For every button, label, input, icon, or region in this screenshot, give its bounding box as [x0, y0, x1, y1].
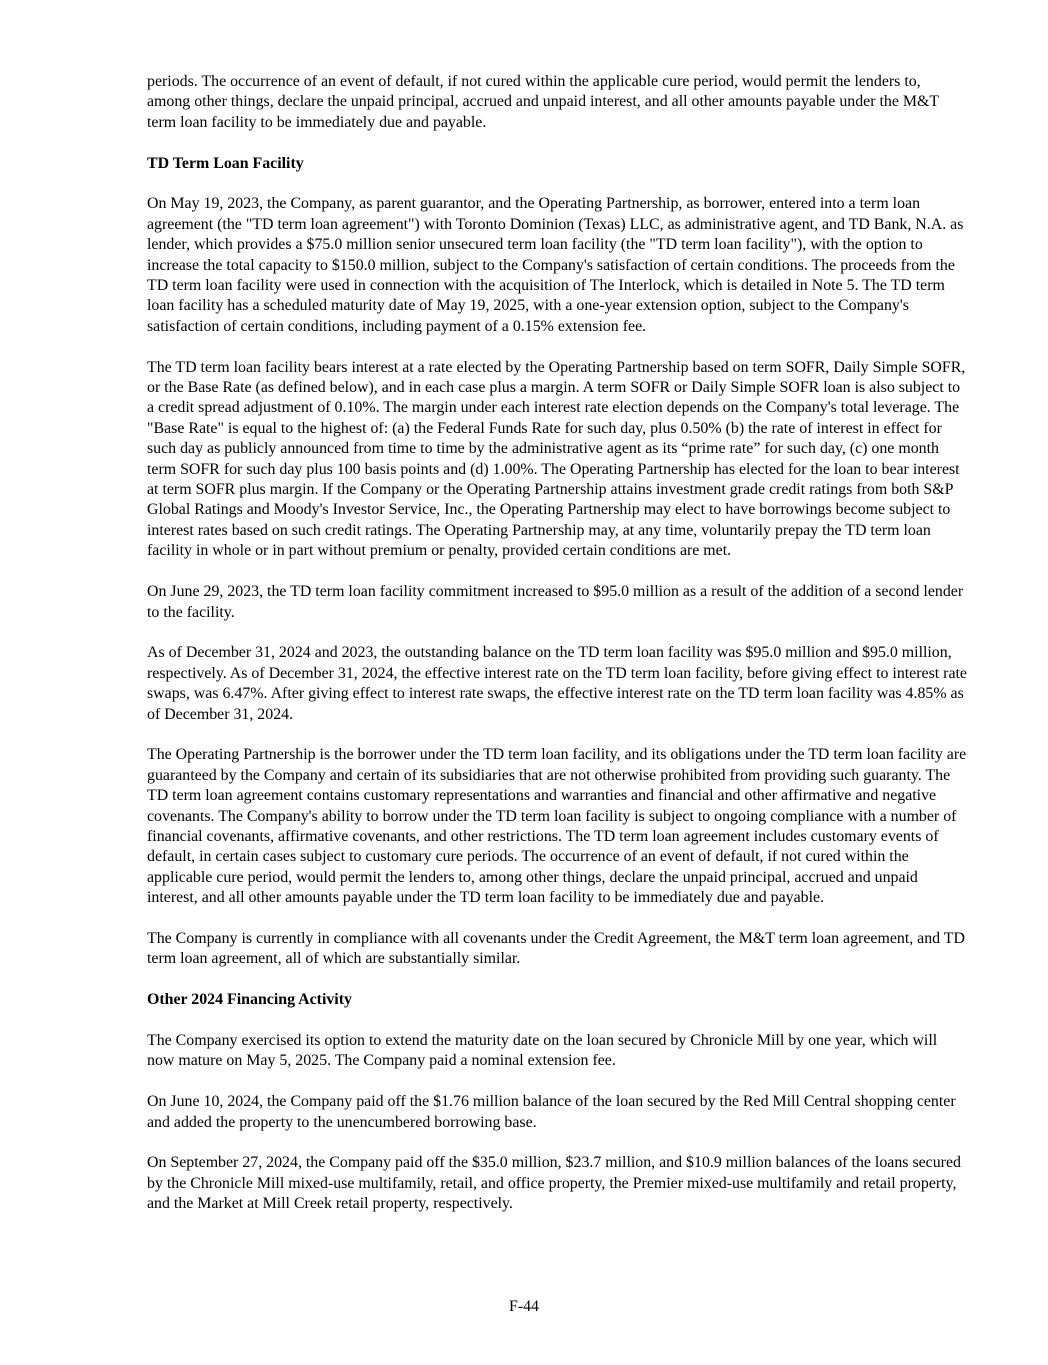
paragraph-td-interest: The TD term loan facility bears interest at a rate elected by the Operating Partnership based on term SOFR, Daily Simple SOFR, or the Base Rate (as defined below), and in each case plus a margin. A term SOFR or Daily Simple SOFR loan is also subject to a credit spread adjustment of 0.10%. The margin under each interest rate election depends on the Company's total leverage. The "Base Rate" is equal to the highest of: (a) the Federal Funds Rate for such day, plus 0.50% (b) the rate of interest in effect for such day as publicly announced from time to time by the administrative agent as its “prime rate” for such day, (c) one month term SOFR for such day plus 100 basis points and (d) 1.00%. The Operating Partnership has elected for the loan to bear interest at term SOFR plus margin. If the Company or the Operating Partnership attains investment grade credit ratings from both S&P Global Ratings and Moody's Investor Service, Inc., the Operating Partnership may elect to have borrowings become subject to interest rates based on such credit ratings. The Operating Partnership may, at any time, voluntarily prepay the TD term loan facility in whole or in part without premium or penalty, provided certain conditions are met. — [147, 358, 966, 560]
paragraph-red-mill-payoff: On June 10, 2024, the Company paid off the $1.76 million balance of the loan secured by the Red Mill Central shopping center and added the property to the unencumbered borrowing base. — [147, 1093, 956, 1131]
paragraph-chronicle-mill-extension: The Company exercised its option to extend the maturity date on the loan secured by Chronicle Mill by one year, which will now mature on May 5, 2025. The Company paid a nominal extension fee. — [147, 1031, 938, 1070]
paragraph-td-covenants: The Operating Partnership is the borrower under the TD term loan facility, and its obligations under the TD term loan facility are guaranteed by the Company and certain of its subsidiaries that are not otherwise prohibited from providing such guaranty. The TD term loan agreement contains customary representations and warranties and financial and other affirmative and negative covenants. The Company's ability to borrow under the TD term loan facility is subject to ongoing compliance with a number of financial covenants, affirmative covenants, and other restrictions. The TD term loan agreement includes customary events of default, in certain cases subject to customary cure periods. The occurrence of an event of default, if not cured within the applicable cure period, would permit the lenders to, among other things, declare the unpaid principal, accrued and unpaid interest, and all other amounts payable under the TD term loan facility to be immediately due and payable. — [147, 746, 967, 907]
document-body — [147, 72, 967, 1235]
paragraph-september-payoffs: On September 27, 2024, the Company paid off the $35.0 million, $23.7 million, and $10.9 million balances of the loans secured by the Chronicle Mill mixed-use multifamily, retail, and office property, the Premier mixed-use multifamily and retail property, and the Market at Mill Creek retail property, respectively. — [147, 1154, 961, 1213]
heading-td-term-loan-facility: TD Term Loan Facility — [147, 154, 304, 172]
paragraph-td-agreement: On May 19, 2023, the Company, as parent guarantor, and the Operating Partnership, as borrower, entered into a term loan agreement (the "TD term loan agreement") with Toronto Dominion (Texas) LLC, as administrative agent, and TD Bank, N.A. as lender, which provides a $75.0 million senior unsecured term loan facility (the "TD term loan facility"), with the option to increase the total capacity to $150.0 million, subject to the Company's satisfaction of certain conditions. The proceeds from the TD term loan facility were used in connection with the acquisition of The Interlock, which is detailed in Note 5. The TD term loan facility has a scheduled maturity date of May 19, 2025, with a one-year extension option, subject to the Company's satisfaction of certain conditions, including payment of a 0.15% extension fee. — [147, 195, 964, 335]
paragraph-mt-default-continuation: periods. The occurrence of an event of default, if not cured within the applicable cure period, would permit the lenders to, among other things, declare the unpaid principal, accrued and unpaid interest, and all other amounts payable under the M&T term loan facility to be immediately due and payable. — [147, 73, 939, 131]
page-number: F-44 — [508, 1298, 540, 1315]
paragraph-compliance: The Company is currently in compliance with all covenants under the Credit Agreement, the M&T term loan agreement, and TD term loan agreement, all of which are substantially similar. — [147, 929, 965, 968]
paragraph-td-balance: As of December 31, 2024 and 2023, the outstanding balance on the TD term loan facility was $95.0 million and $95.0 million, respectively. As of December 31, 2024, the effective interest rate on the TD term loan facility, before giving effect to interest rate swaps, was 6.47%. After giving effect to interest rate swaps, the effective interest rate on the TD term loan facility was 4.85% as of December 31, 2024. — [147, 644, 967, 723]
paragraph-td-commitment-increase: On June 29, 2023, the TD term loan facility commitment increased to $95.0 million as a result of the addition of a second lender to the facility. — [147, 583, 964, 621]
heading-other-financing-activity: Other 2024 Financing Activity — [147, 991, 352, 1009]
